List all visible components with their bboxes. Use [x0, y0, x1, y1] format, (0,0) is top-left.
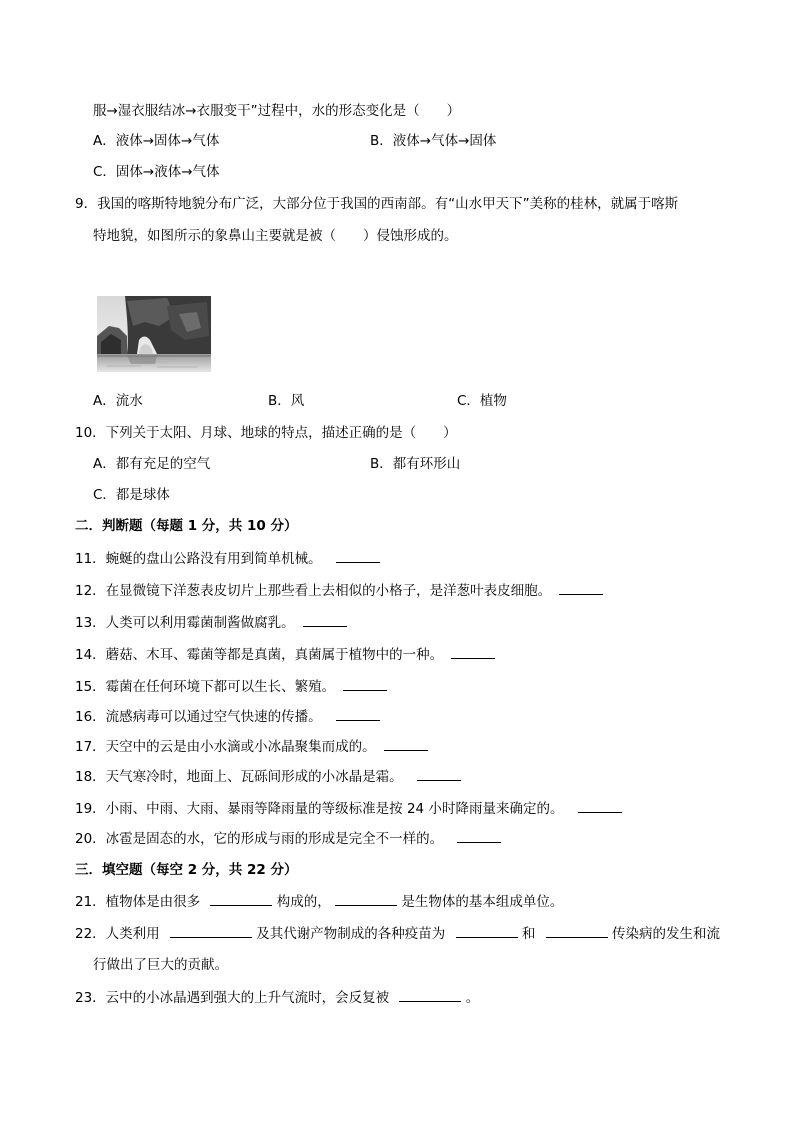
- q8-option-b[interactable]: B．液体→气体→固体: [370, 133, 497, 149]
- judge-text: 16．流感病毒可以通过空气快速的传播。: [75, 709, 322, 725]
- fill-blank[interactable]: [335, 891, 397, 906]
- q22-line1: [75, 923, 720, 944]
- q10-option-b[interactable]: B．都有环形山: [370, 456, 461, 472]
- judge-item: [75, 736, 428, 757]
- q9-option-a[interactable]: A．流水: [93, 393, 143, 409]
- q22-text-3: 和: [521, 926, 536, 942]
- judge-text: 14．蘑菇、木耳、霉菌等都是真菌，真菌属于植物中的一种。: [75, 647, 444, 663]
- q23-text-2: 。: [465, 990, 480, 1006]
- q22-text-1: 22．人类利用: [75, 926, 160, 942]
- judge-text: 19．小雨、中雨、大雨、暴雨等降雨量的等级标准是按 24 小时降雨量来确定的。: [75, 801, 564, 817]
- q10-option-c[interactable]: C．都是球体: [93, 487, 170, 503]
- answer-blank[interactable]: [303, 612, 347, 627]
- answer-blank[interactable]: [457, 828, 501, 843]
- q21-text-3: 是生物体的基本组成单位。: [401, 894, 564, 910]
- judge-item: [75, 676, 387, 697]
- judge-item: [75, 828, 501, 849]
- answer-blank[interactable]: [336, 548, 380, 563]
- q23: [75, 987, 479, 1008]
- answer-blank[interactable]: [559, 580, 603, 595]
- fill-blank[interactable]: [456, 923, 518, 938]
- fill-blank[interactable]: [210, 891, 272, 906]
- judge-text: 13．人类可以利用霉菌制酱做腐乳。: [75, 615, 295, 631]
- judge-text: 17．天空中的云是由小水滴或小冰晶聚集而成的。: [75, 739, 376, 755]
- q9-option-b[interactable]: B．风: [268, 393, 305, 409]
- judge-item: [75, 706, 380, 727]
- judge-text: 12．在显微镜下洋葱表皮切片上那些看上去相似的小格子，是洋葱叶表皮细胞。: [75, 583, 552, 599]
- q9-stem-line2: 特地貌，如图所示的象鼻山主要就是被（ ）侵蚀形成的。: [93, 228, 458, 244]
- judge-text: 18．天气寒冷时，地面上、瓦砾间形成的小冰晶是霜。: [75, 769, 403, 785]
- answer-blank[interactable]: [384, 736, 428, 751]
- landscape-photo-icon: [97, 296, 211, 372]
- q9-stem-line1: 9．我国的喀斯特地貌分布广泛，大部分位于我国的西南部。有“山水甲天下”美称的桂林，就属于喀斯: [75, 196, 679, 212]
- q21-text-1: 21．植物体是由很多: [75, 894, 201, 910]
- answer-blank[interactable]: [417, 766, 461, 781]
- judge-item: [75, 548, 380, 569]
- q9-option-c[interactable]: C．植物: [457, 393, 507, 409]
- judge-item: [75, 644, 495, 665]
- fill-blank[interactable]: [170, 923, 252, 938]
- judge-text: 15．霉菌在任何环境下都可以生长、繁殖。: [75, 679, 336, 695]
- judge-text: 20．冰雹是固态的水，它的形成与雨的形成是完全不一样的。: [75, 831, 444, 847]
- q22-text-2: 及其代谢产物制成的各种疫苗为: [256, 926, 446, 942]
- judge-item: [75, 766, 461, 787]
- q22-line2: 行做出了巨大的贡献。: [93, 957, 228, 973]
- q22-text-4: 传染病的发生和流: [611, 926, 720, 942]
- q23-text-1: 23．云中的小冰晶遇到强大的上升气流时，会反复被: [75, 990, 390, 1006]
- q21-text-2: 构成的，: [276, 894, 331, 910]
- elephant-trunk-hill-photo: [97, 296, 211, 372]
- answer-blank[interactable]: [343, 676, 387, 691]
- fill-blank[interactable]: [399, 987, 461, 1002]
- judge-item: [75, 580, 603, 601]
- answer-blank[interactable]: [451, 644, 495, 659]
- judge-text: 11．蜿蜒的盘山公路没有用到简单机械。: [75, 551, 322, 567]
- q8-option-c[interactable]: C．固体→液体→气体: [93, 164, 220, 180]
- judge-item: [75, 612, 347, 633]
- section-3-title: 三．填空题（每空 2 分，共 22 分）: [75, 862, 298, 878]
- answer-blank[interactable]: [578, 798, 622, 813]
- q8-stem: 服→湿衣服结冰→衣服变干”过程中，水的形态变化是（ ）: [93, 103, 461, 119]
- answer-blank[interactable]: [336, 706, 380, 721]
- fill-blank[interactable]: [546, 923, 608, 938]
- q21: [75, 891, 563, 912]
- q10-option-a[interactable]: A．都有充足的空气: [93, 456, 211, 472]
- judge-item: [75, 798, 622, 819]
- q10-stem: 10．下列关于太阳、月球、地球的特点，描述正确的是（ ）: [75, 425, 457, 441]
- q8-option-a[interactable]: A．液体→固体→气体: [93, 133, 220, 149]
- section-2-title: 二．判断题（每题 1 分，共 10 分）: [75, 518, 298, 534]
